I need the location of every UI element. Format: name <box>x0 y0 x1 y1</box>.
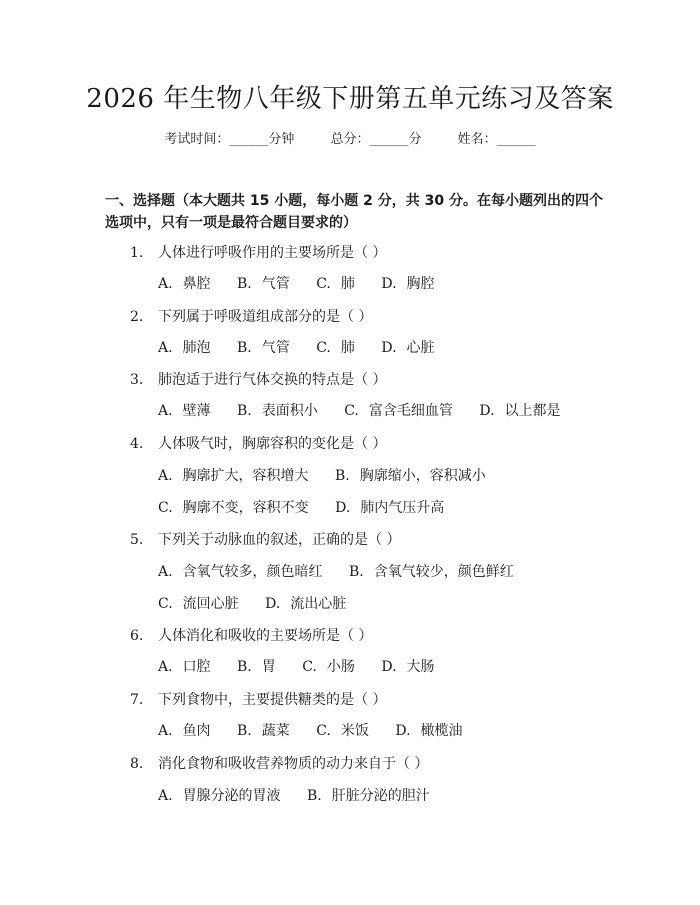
options-row <box>158 721 485 741</box>
option: B. 蔬菜 <box>237 723 290 739</box>
option: A. 肺泡 <box>158 340 211 356</box>
option: A. 含氧气较多，颜色暗红 <box>158 564 323 580</box>
question-text: 肺泡适于进行气体交换的特点是（ ） <box>158 372 387 388</box>
option: C. 富含毛细血管 <box>344 403 453 419</box>
question <box>130 434 386 454</box>
exam-info <box>0 130 700 150</box>
question <box>130 370 386 390</box>
options-row <box>158 401 583 421</box>
question <box>130 690 386 710</box>
options-row <box>158 498 466 518</box>
options-row <box>158 466 508 486</box>
option: D. 流出心脏 <box>265 596 347 612</box>
question <box>130 307 372 327</box>
options-row <box>158 338 457 358</box>
options-row <box>158 594 368 614</box>
option: B. 气管 <box>237 276 290 292</box>
question-text: 下列属于呼吸道组成部分的是（ ） <box>158 309 373 325</box>
option: D. 以上都是 <box>479 403 561 419</box>
option: C. 肺 <box>316 340 355 356</box>
question <box>130 754 428 774</box>
question <box>130 626 372 646</box>
question-text: 人体进行呼吸作用的主要场所是（ ） <box>158 245 387 261</box>
question <box>130 530 400 550</box>
option: C. 胸廓不变，容积不变 <box>158 500 309 516</box>
question <box>130 243 386 263</box>
option: A. 胸廓扩大，容积增大 <box>158 468 309 484</box>
option: D. 大肠 <box>381 659 435 675</box>
question-number: 8. <box>130 756 144 772</box>
question-text: 消化食物和吸收营养物质的动力来自于（ ） <box>158 756 429 772</box>
question-number: 5. <box>130 532 144 548</box>
page-title: 2026 年生物八年级下册第五单元练习及答案 <box>86 84 614 114</box>
options-row <box>158 657 457 677</box>
option: B. 胃 <box>237 659 276 675</box>
option: D. 橄榄油 <box>395 723 463 739</box>
option: C. 小肠 <box>302 659 355 675</box>
options-row <box>158 274 457 294</box>
option: D. 心脏 <box>381 340 435 356</box>
question-number: 6. <box>130 628 144 644</box>
option: A. 胃腺分泌的胃液 <box>158 788 281 804</box>
question-number: 3. <box>130 372 144 388</box>
option: B. 表面积小 <box>237 403 318 419</box>
question-number: 2. <box>130 309 144 325</box>
option: A. 鱼肉 <box>158 723 211 739</box>
question-text: 人体消化和吸收的主要场所是（ ） <box>158 628 373 644</box>
question-text: 下列关于动脉血的叙述，正确的是（ ） <box>158 532 401 548</box>
option: B. 气管 <box>237 340 290 356</box>
exam-time: 考试时间：______分钟 <box>164 132 295 147</box>
options-row <box>158 562 536 582</box>
option: B. 含氧气较少，颜色鲜红 <box>349 564 514 580</box>
section-heading: 一、选择题（本大题共 15 小题，每小题 2 分，共 30 分。在每小题列出的四个选项中，只有一项是最符合题目要求的） <box>105 193 603 231</box>
option: A. 壁薄 <box>158 403 211 419</box>
student-name: 姓名：______ <box>457 132 536 147</box>
option: D. 胸腔 <box>381 276 435 292</box>
options-row <box>158 786 452 806</box>
option: B. 胸廓缩小，容积减小 <box>335 468 486 484</box>
option: D. 肺内气压升高 <box>335 500 445 516</box>
question-text: 人体吸气时，胸廓容积的变化是（ ） <box>158 436 387 452</box>
question-text: 下列食物中，主要提供糖类的是（ ） <box>158 692 387 708</box>
option: C. 肺 <box>316 276 355 292</box>
total-score: 总分：______分 <box>330 132 422 147</box>
option: C. 米饭 <box>316 723 369 739</box>
question-number: 4. <box>130 436 144 452</box>
option: A. 鼻腔 <box>158 276 211 292</box>
option: A. 口腔 <box>158 659 211 675</box>
question-number: 1. <box>130 245 144 261</box>
option: B. 肝脏分泌的胆汁 <box>307 788 430 804</box>
question-number: 7. <box>130 692 144 708</box>
option: C. 流回心脏 <box>158 596 239 612</box>
